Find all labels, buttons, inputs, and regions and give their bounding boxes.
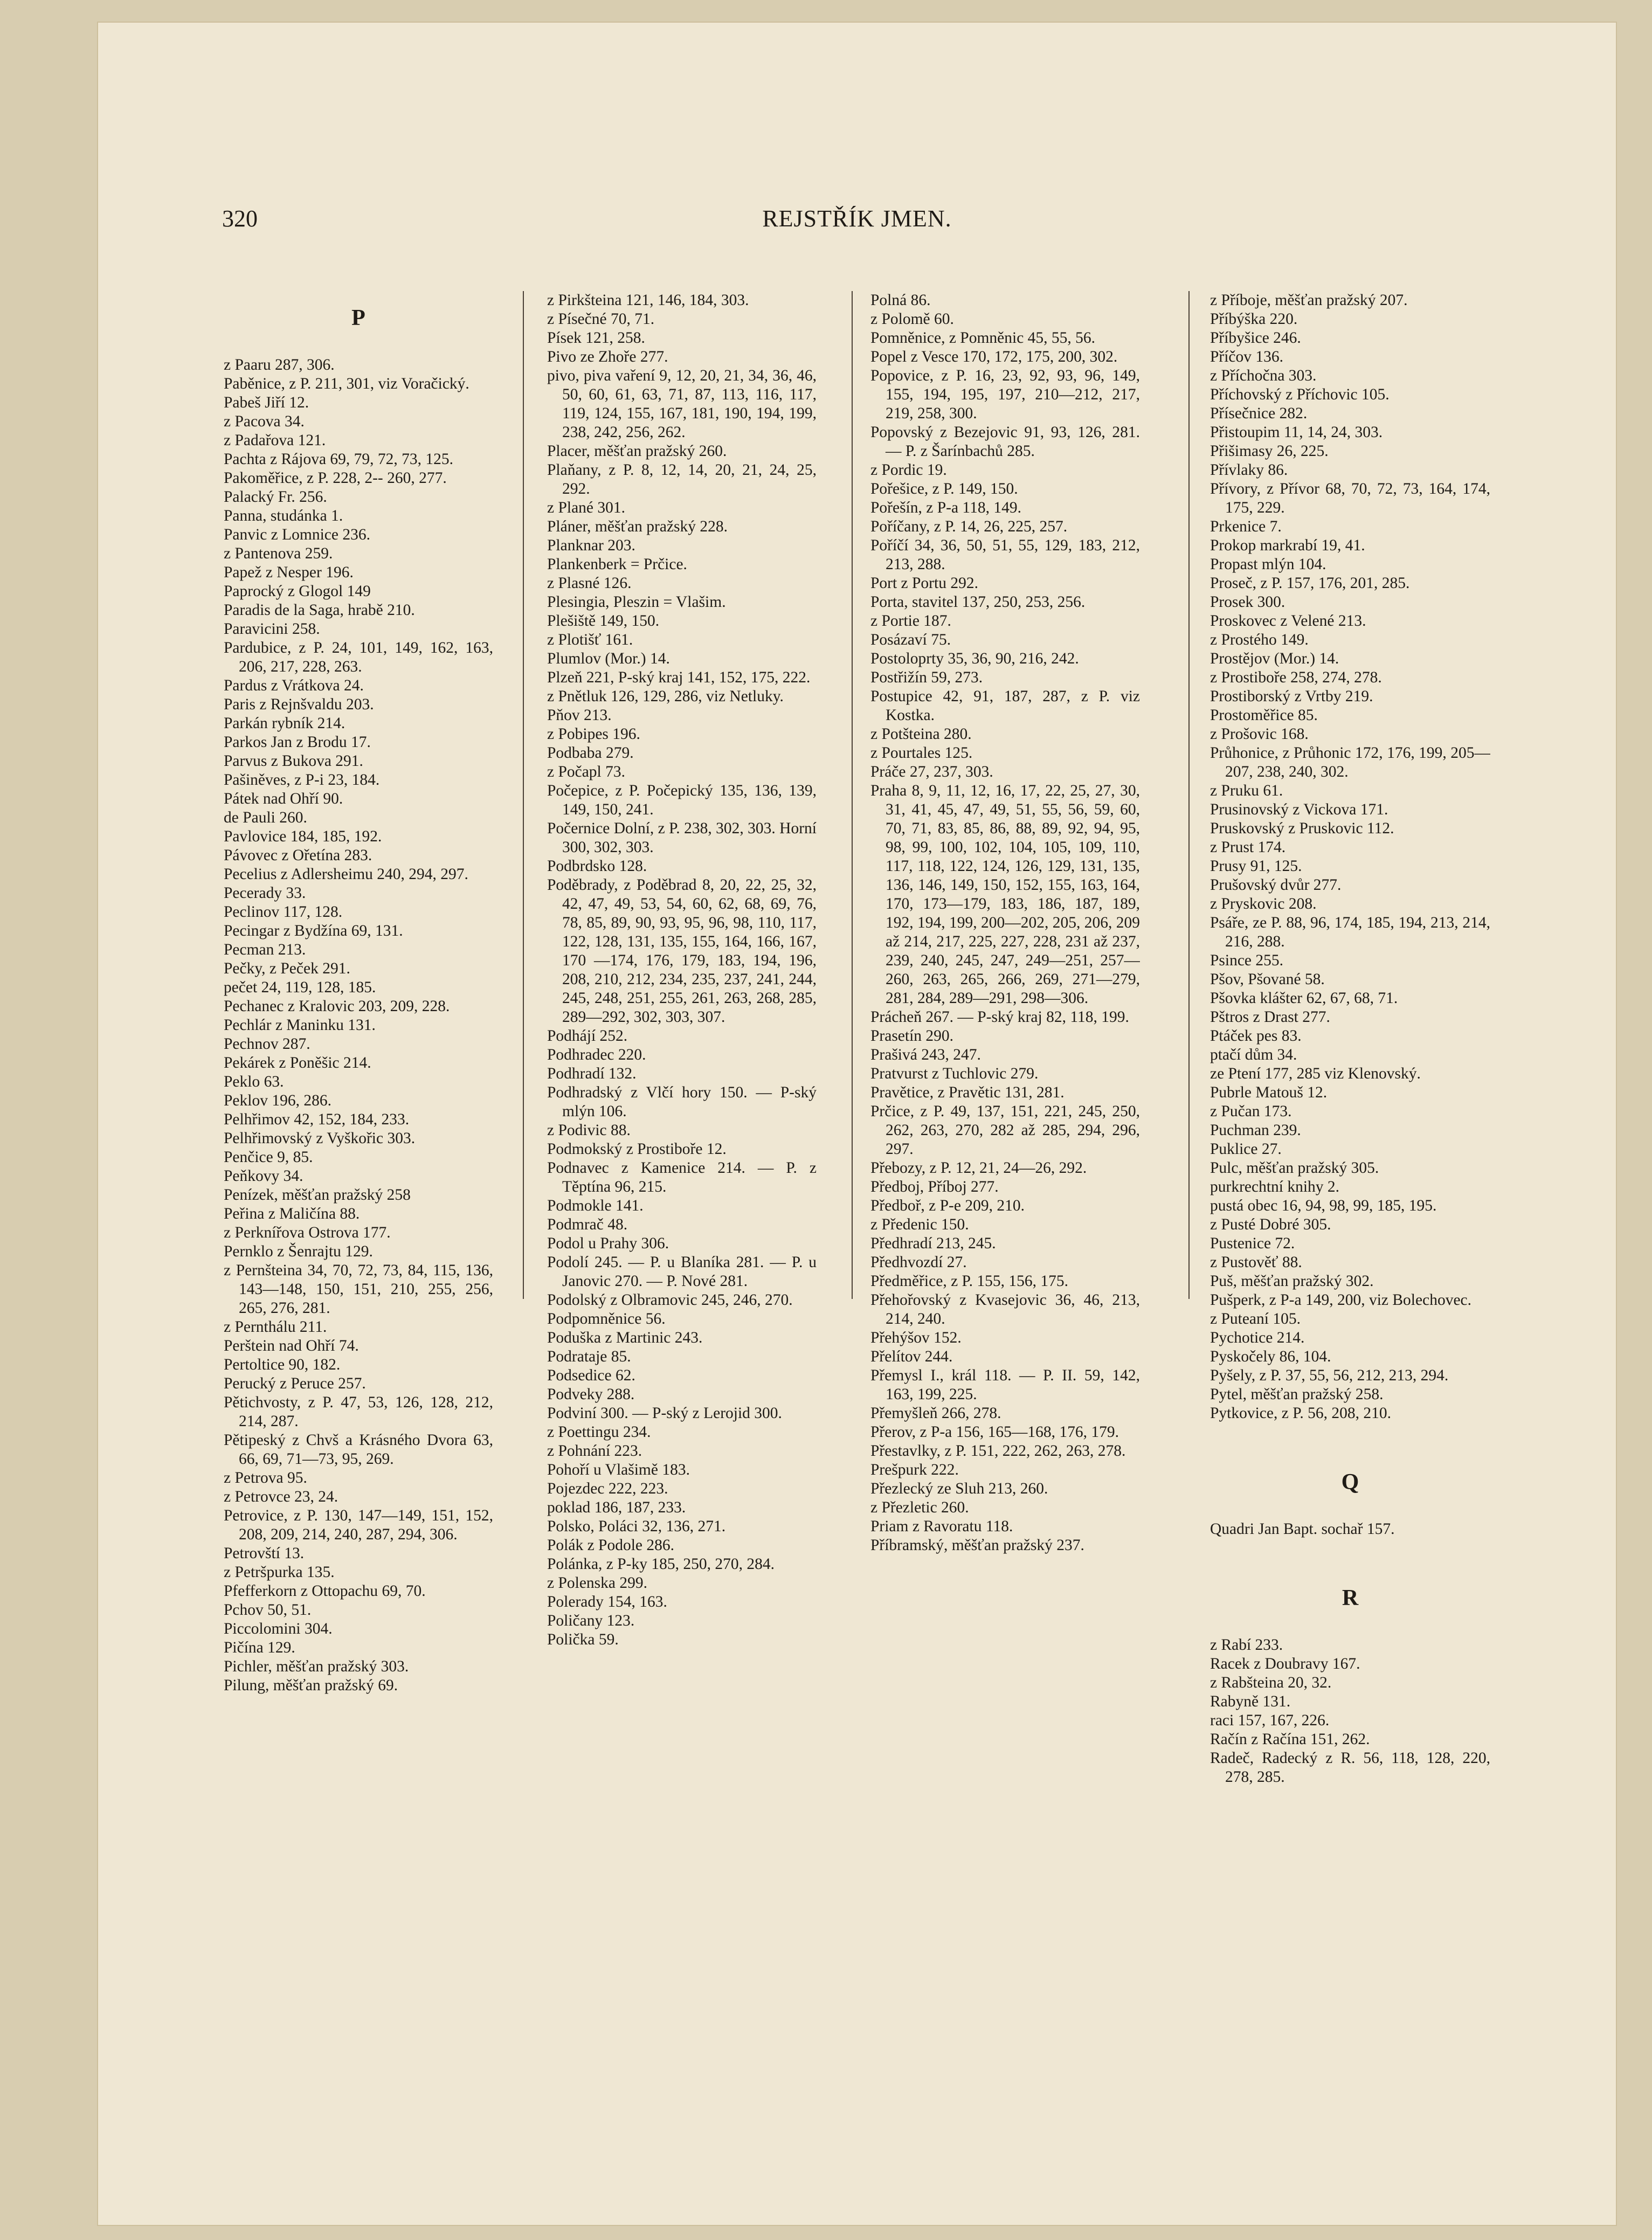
index-entry: Přemyšleň 266, 278.	[870, 1405, 1001, 1422]
index-entry: Pardus z Vrátkova 24.	[224, 677, 364, 694]
book-page	[97, 22, 1617, 2226]
index-column-2	[547, 291, 817, 2070]
index-entry: Prosek 300.	[1210, 593, 1285, 611]
index-entry: Proskovec z Velené 213.	[1210, 612, 1366, 630]
index-entry: Racek z Doubravy 167.	[1210, 1655, 1360, 1672]
index-entry: Polánka, z P-ky 185, 250, 270, 284.	[547, 1555, 775, 1573]
index-entry: Praha 8, 9, 11, 12, 16, 17, 22, 25, 27, 30, 31, 41, 45, 47, 49, 51, 55, 56, 59, 60, 70, 71, 83, 85, 86, 88, 89, 92, 94, 95, 98, 99, 100, 102, 104, 105, 109, 110, 117, 118, 122, 124, 126, 129, 131, 135, 136, 146, 149, 150, 152, 155, 163, 164, 170, 173—179, 183, 186, 187, 189, 192, 194, 199, 200—202, 205, 206, 209 až 214, 217, 225, 227, 228, 231 až 237, 239, 240, 245, 247, 249—251, 257—260, 263, 265, 266, 269, 271—279, 281, 284, 289—291, 298—306.	[870, 782, 1140, 1007]
index-entry: Pratvurst z Tuchlovic 279.	[870, 1065, 1039, 1082]
index-entry: Pecelius z Adlersheimu 240, 294, 297.	[224, 866, 468, 883]
index-entry: z Pirkšteina 121, 146, 184, 303.	[547, 292, 749, 309]
index-entry: z Pustověť 88.	[1210, 1254, 1302, 1271]
index-column-1	[224, 291, 493, 2070]
index-entry: Pštros z Drast 277.	[1210, 1008, 1330, 1026]
index-entry: Pichler, měšťan pražský 303.	[224, 1658, 409, 1675]
index-entry: Postoloprty 35, 36, 90, 216, 242.	[870, 650, 1079, 667]
section-letter: R	[1342, 1586, 1359, 1610]
page-number: 320	[222, 205, 258, 232]
index-entry: Prácheň 267. — P-ský kraj 82, 118, 199.	[870, 1008, 1129, 1026]
index-entry: pustá obec 16, 94, 98, 99, 185, 195.	[1210, 1197, 1437, 1214]
index-entry: Podhradský z Vlčí hory 150. — P-ský mlýn 106.	[547, 1084, 817, 1120]
index-entry: Pechlár z Maninku 131.	[224, 1017, 376, 1034]
index-entry: z Pusté Dobré 305.	[1210, 1216, 1331, 1233]
index-entry: Předboj, Příboj 277.	[870, 1178, 999, 1195]
index-entry: Podmokský z Prostiboře 12.	[547, 1140, 727, 1158]
index-entry: Předboř, z P-e 209, 210.	[870, 1197, 1025, 1214]
index-entry: Plaňany, z P. 8, 12, 14, 20, 21, 24, 25, 292.	[547, 461, 817, 497]
index-entry: Poděbrady, z Poděbrad 8, 20, 22, 25, 32, 42, 47, 49, 53, 54, 60, 62, 68, 69, 76, 78, 85, 89, 90, 93, 95, 96, 98, 110, 117, 122, 128, 131, 135, 155, 164, 166, 167, 170 —174, 176, 179, 183, 194, 196, 208, 210, 212, 234, 235, 237, 241, 244, 245, 248, 251, 255, 261, 263, 268, 285, 289—292, 302, 303, 307.	[547, 876, 817, 1026]
index-entry: z Pantenova 259.	[224, 545, 333, 562]
index-entry: z Příchočna 303.	[1210, 367, 1317, 384]
index-entry: Postřižín 59, 273.	[870, 669, 983, 686]
index-column-3	[870, 291, 1140, 2070]
index-entry: Popel z Vesce 170, 172, 175, 200, 302.	[870, 348, 1118, 365]
index-entry: Prusy 91, 125.	[1210, 858, 1302, 875]
index-entry: Poduška z Martinic 243.	[547, 1329, 703, 1346]
index-entry: Příbýška 220.	[1210, 310, 1298, 328]
index-entry: Přerov, z P-a 156, 165—168, 176, 179.	[870, 1423, 1119, 1441]
index-entry: z Příboje, měšťan pražský 207.	[1210, 292, 1408, 309]
index-entry: Petrovští 13.	[224, 1545, 305, 1562]
index-entry: Podsedice 62.	[547, 1367, 635, 1384]
index-entry: Panna, studánka 1.	[224, 507, 343, 524]
index-entry: Přehořovský z Kvasejovic 36, 46, 213, 214, 240.	[870, 1291, 1140, 1328]
index-entry: Rabyně 131.	[1210, 1693, 1291, 1710]
section-spacer	[1210, 1539, 1490, 1571]
index-entry: Paris z Rejnšvaldu 203.	[224, 696, 374, 713]
index-entry: Podol u Prahy 306.	[547, 1235, 669, 1252]
column-divider	[1188, 291, 1190, 1299]
index-entry: Pecerady 33.	[224, 884, 306, 902]
index-entry: Pořešín, z P-a 118, 149.	[870, 499, 1021, 516]
index-entry: Pyskočely 86, 104.	[1210, 1348, 1331, 1365]
index-entry: z Petršpurka 135.	[224, 1564, 335, 1581]
index-entry: Palacký Fr. 256.	[224, 488, 327, 506]
index-entry: Podmokle 141.	[547, 1197, 644, 1214]
index-entry: Puklice 27.	[1210, 1140, 1282, 1158]
index-entry: z Polenska 299.	[547, 1574, 647, 1592]
index-entry: raci 157, 167, 226.	[1210, 1712, 1330, 1729]
index-entry: Polerady 154, 163.	[547, 1593, 667, 1610]
index-entry: Peklov 196, 286.	[224, 1092, 331, 1109]
index-entry: Piccolomini 304.	[224, 1620, 333, 1637]
index-entry: ze Ptení 177, 285 viz Klenovský.	[1210, 1065, 1421, 1082]
index-entry: Pychotice 214.	[1210, 1329, 1305, 1346]
index-entry: Přestavlky, z P. 151, 222, 262, 263, 278.	[870, 1442, 1126, 1460]
index-entry: pivo, piva vaření 9, 12, 20, 21, 34, 36, 46, 50, 60, 61, 63, 71, 87, 113, 116, 117, 119, 124, 155, 167, 181, 190, 194, 199, 238, 242, 256, 262.	[547, 367, 817, 441]
index-entry: Parkos Jan z Brodu 17.	[224, 734, 371, 751]
index-entry: z Puteaní 105.	[1210, 1310, 1301, 1328]
index-entry: z Pryskovic 208.	[1210, 895, 1317, 912]
index-entry: z Pordic 19.	[870, 461, 947, 479]
index-entry: z Petrova 95.	[224, 1469, 307, 1487]
index-entry: z Pnětluk 126, 129, 286, viz Netluky.	[547, 688, 784, 705]
index-entry: z Prostého 149.	[1210, 631, 1309, 648]
index-entry: z Rabšteina 20, 32.	[1210, 1674, 1332, 1691]
index-entry: Proseč, z P. 157, 176, 201, 285.	[1210, 575, 1410, 592]
index-entry: z Perknířova Ostrova 177.	[224, 1224, 391, 1241]
index-entry: Polsko, Poláci 32, 136, 271.	[547, 1518, 726, 1535]
index-entry: Příbramský, měšťan pražský 237.	[870, 1537, 1084, 1554]
index-entry: Písek 121, 258.	[547, 329, 645, 347]
index-entry: z Paaru 287, 306.	[224, 356, 335, 374]
index-entry: purkrechtní knihy 2.	[1210, 1178, 1340, 1195]
index-entry: Pětipeský z Chvš a Krásného Dvora 63, 66, 69, 71—73, 95, 269.	[224, 1432, 493, 1468]
index-entry: Podhradí 132.	[547, 1065, 637, 1082]
index-entry: z Podivic 88.	[547, 1122, 631, 1139]
index-entry: Prokop markrabí 19, 41.	[1210, 537, 1365, 554]
index-entry: Pachta z Rájova 69, 79, 72, 73, 125.	[224, 451, 454, 468]
index-entry: Pecingar z Bydžína 69, 131.	[224, 922, 403, 939]
index-entry: Přistoupim 11, 14, 24, 303.	[1210, 424, 1383, 441]
index-entry: Prašivá 243, 247.	[870, 1046, 981, 1063]
index-entry: Postupice 42, 91, 187, 287, z P. viz Kostka.	[870, 688, 1140, 724]
index-entry: Pernklo z Šenrajtu 129.	[224, 1243, 373, 1260]
index-entry: z Prostiboře 258, 274, 278.	[1210, 669, 1382, 686]
index-entry: ptačí dům 34.	[1210, 1046, 1297, 1063]
index-entry: Pávovec z Ořetína 283.	[224, 847, 372, 864]
index-entry: Polička 59.	[547, 1631, 619, 1648]
index-entry: Předhvozdí 27.	[870, 1254, 967, 1271]
index-column-4	[1210, 291, 1490, 2070]
index-entry: Pšov, Pšované 58.	[1210, 971, 1325, 988]
index-entry: z Pohnání 223.	[547, 1442, 642, 1460]
index-entry: Priam z Ravoratu 118.	[870, 1518, 1013, 1535]
index-entry: Porta, stavitel 137, 250, 253, 256.	[870, 593, 1086, 611]
index-entry: poklad 186, 187, 233.	[547, 1499, 686, 1516]
index-entry: z Plotišť 161.	[547, 631, 633, 648]
index-entry: Popovský z Bezejovic 91, 93, 126, 281. — P. z Šarínbachů 285.	[870, 424, 1140, 460]
index-entry: Papež z Nesper 196.	[224, 564, 354, 581]
index-entry: Průhonice, z Průhonic 172, 176, 199, 205—207, 238, 240, 302.	[1210, 744, 1490, 780]
index-entry: Pruskovský z Pruskovic 112.	[1210, 820, 1394, 837]
index-entry: Pohoří u Vlašimě 183.	[547, 1461, 690, 1478]
index-entry: Račín z Račína 151, 262.	[1210, 1731, 1370, 1748]
index-entry: Pomněnice, z Pomněnic 45, 55, 56.	[870, 329, 1096, 347]
index-entry: z Pernthálu 211.	[224, 1318, 327, 1336]
index-entry: Počepice, z P. Počepický 135, 136, 139, 149, 150, 241.	[547, 782, 817, 818]
section-letter: P	[351, 306, 365, 330]
index-entry: z Pruku 61.	[1210, 782, 1283, 799]
index-entry: Pičína 129.	[224, 1639, 295, 1656]
index-entry: Pláner, měšťan pražský 228.	[547, 518, 728, 535]
index-entry: Příchovský z Příchovic 105.	[1210, 386, 1390, 403]
index-entry: Pořešice, z P. 149, 150.	[870, 480, 1018, 497]
index-entry: Pavlovice 184, 185, 192.	[224, 828, 382, 845]
index-entry: Podrataje 85.	[547, 1348, 631, 1365]
index-entry: Podveky 288.	[547, 1386, 635, 1403]
index-entry: Popovice, z P. 16, 23, 92, 93, 96, 149, 155, 194, 195, 197, 210—212, 217, 219, 258, 300.	[870, 367, 1140, 422]
index-entry: Pulc, měšťan pražský 305.	[1210, 1159, 1379, 1177]
index-entry: z Počapl 73.	[547, 763, 626, 780]
index-entry: Prešpurk 222.	[870, 1461, 959, 1478]
index-entry: Přelítov 244.	[870, 1348, 953, 1365]
index-columns	[224, 291, 1533, 2070]
index-entry: Předhradí 213, 245.	[870, 1235, 996, 1252]
index-entry: Pechanec z Kralovic 203, 209, 228.	[224, 998, 450, 1015]
index-entry: Pytel, měšťan pražský 258.	[1210, 1386, 1384, 1403]
index-entry: z Plasné 126.	[547, 575, 632, 592]
index-entry: Polák z Podole 286.	[547, 1537, 674, 1554]
index-entry: Peňkovy 34.	[224, 1167, 303, 1185]
index-entry: Posázaví 75.	[870, 631, 951, 648]
index-entry: Paprocký z Glogol 149	[224, 583, 371, 600]
index-entry: z Pernšteina 34, 70, 72, 73, 84, 115, 136, 143—148, 150, 151, 210, 255, 256, 265, 276, 281.	[224, 1262, 493, 1317]
index-entry: Podbaba 279.	[547, 744, 634, 762]
index-entry: Podmrač 48.	[547, 1216, 628, 1233]
index-entry: Pecman 213.	[224, 941, 306, 958]
index-entry: z Pourtales 125.	[870, 744, 973, 762]
index-entry: z Portie 187.	[870, 612, 951, 630]
index-entry: Pytkovice, z P. 56, 208, 210.	[1210, 1405, 1391, 1422]
index-entry: Plešiště 149, 150.	[547, 612, 660, 630]
index-entry: Pašiněves, z P-i 23, 184.	[224, 771, 380, 789]
index-entry: Panvic z Lomnice 236.	[224, 526, 370, 543]
page-header	[97, 205, 1617, 248]
index-entry: z Rabí 233.	[1210, 1636, 1283, 1654]
index-entry: Přívory, z Přívor 68, 70, 72, 73, 164, 174, 175, 229.	[1210, 480, 1490, 516]
index-entry: Paradis de la Saga, hrabě 210.	[224, 602, 415, 619]
index-entry: Podhájí 252.	[547, 1027, 628, 1045]
index-entry: Pubrle Matouš 12.	[1210, 1084, 1328, 1101]
index-entry: Pšovka klášter 62, 67, 68, 71.	[1210, 990, 1398, 1007]
index-entry: Pchov 50, 51.	[224, 1601, 312, 1619]
index-entry: Pravětice, z Pravětic 131, 281.	[870, 1084, 1065, 1101]
index-entry: z Pobipes 196.	[547, 725, 640, 743]
index-entry: Příčov 136.	[1210, 348, 1284, 365]
index-entry: Počernice Dolní, z P. 238, 302, 303. Horní 300, 302, 303.	[547, 820, 817, 856]
index-entry: Pardubice, z P. 24, 101, 149, 162, 163, 206, 217, 228, 263.	[224, 639, 493, 675]
index-entry: Psince 255.	[1210, 952, 1284, 969]
index-entry: Propast mlýn 104.	[1210, 556, 1326, 573]
index-entry: de Pauli 260.	[224, 809, 307, 826]
index-entry: Prostějov (Mor.) 14.	[1210, 650, 1339, 667]
index-entry: Práče 27, 237, 303.	[870, 763, 993, 780]
index-entry: Peřina z Maličína 88.	[224, 1205, 360, 1222]
index-entry: Ptáček pes 83.	[1210, 1027, 1302, 1045]
index-entry: Peclinov 117, 128.	[224, 903, 343, 921]
index-entry: pečet 24, 119, 128, 185.	[224, 979, 376, 996]
index-entry: Paběnice, z P. 211, 301, viz Voračický.	[224, 375, 469, 392]
index-entry: Přísečnice 282.	[1210, 405, 1308, 422]
index-entry: z Padařova 121.	[224, 432, 326, 449]
index-entry: Plankenberk = Prčice.	[547, 556, 687, 573]
index-entry: Podhradec 220.	[547, 1046, 646, 1063]
index-entry: Prostiborský z Vrtby 219.	[1210, 688, 1373, 705]
index-entry: Příbyšice 246.	[1210, 329, 1301, 347]
index-entry: Podolí 245. — P. u Blaníka 281. — P. u Janovic 270. — P. Nové 281.	[547, 1254, 817, 1290]
index-entry: Pechnov 287.	[224, 1035, 310, 1053]
index-entry: Pojezdec 222, 223.	[547, 1480, 668, 1497]
index-entry: Podnavec z Kamenice 214. — P. z Těptína 96, 215.	[547, 1159, 817, 1195]
index-entry: Podpomněnice 56.	[547, 1310, 666, 1328]
index-entry: Polná 86.	[870, 292, 931, 309]
index-entry: z Poettingu 234.	[547, 1423, 651, 1441]
index-entry: z Pučan 173.	[1210, 1103, 1292, 1120]
index-entry: Peklo 63.	[224, 1073, 284, 1090]
index-entry: Pelhřimovský z Vyškořic 303.	[224, 1130, 416, 1147]
index-entry: Pětichvosty, z P. 47, 53, 126, 128, 212, 214, 287.	[224, 1394, 493, 1430]
index-entry: Parkán rybník 214.	[224, 715, 345, 732]
index-entry: Poříčí 34, 36, 50, 51, 55, 129, 183, 212, 213, 288.	[870, 537, 1140, 573]
index-entry: Pustenice 72.	[1210, 1235, 1295, 1252]
index-entry: z Předenic 150.	[870, 1216, 969, 1233]
index-entry: Pekárek z Poněšic 214.	[224, 1054, 371, 1071]
index-entry: Předměřice, z P. 155, 156, 175.	[870, 1273, 1069, 1290]
running-title: REJSTŘÍK JMEN.	[762, 205, 952, 232]
index-entry: Parvus z Bukova 291.	[224, 752, 363, 770]
index-entry: Podolský z Olbramovic 245, 246, 270.	[547, 1291, 793, 1309]
index-entry: Pabeš Jiří 12.	[224, 394, 309, 411]
index-entry: z Prust 174.	[1210, 839, 1286, 856]
index-entry: Přišimasy 26, 225.	[1210, 443, 1329, 460]
index-entry: Prčice, z P. 49, 137, 151, 221, 245, 250, 262, 263, 270, 282 až 285, 294, 296, 297.	[870, 1103, 1140, 1158]
index-entry: z Písečné 70, 71.	[547, 310, 655, 328]
column-divider	[523, 291, 524, 1299]
index-entry: Přívlaky 86.	[1210, 461, 1288, 479]
index-entry: Podviní 300. — P-ský z Lerojid 300.	[547, 1405, 782, 1422]
index-entry: Perštein nad Ohří 74.	[224, 1337, 359, 1354]
index-entry: Pivo ze Zhoře 277.	[547, 348, 668, 365]
index-entry: Přezlecký ze Sluh 213, 260.	[870, 1480, 1048, 1497]
index-entry: Prkenice 7.	[1210, 518, 1282, 535]
index-entry: Pyšely, z P. 37, 55, 56, 212, 213, 294.	[1210, 1367, 1449, 1384]
index-entry: z Prošovic 168.	[1210, 725, 1309, 743]
section-letter: Q	[1341, 1470, 1359, 1495]
index-entry: Pfefferkorn z Ottopachu 69, 70.	[224, 1582, 426, 1600]
index-entry: Perucký z Peruce 257.	[224, 1375, 366, 1392]
index-entry: Port z Portu 292.	[870, 575, 978, 592]
index-entry: Puš, měšťan pražský 302.	[1210, 1273, 1374, 1290]
index-entry: Psáře, ze P. 88, 96, 174, 185, 194, 213, 214, 216, 288.	[1210, 914, 1490, 950]
section-spacer	[1210, 1423, 1490, 1455]
index-entry: Pátek nad Ohří 90.	[224, 790, 343, 807]
index-entry: Pňov 213.	[547, 707, 612, 724]
index-entry: Paravicini 258.	[224, 620, 320, 638]
index-entry: Prusinovský z Vickova 171.	[1210, 801, 1388, 818]
index-entry: Poříčany, z P. 14, 26, 225, 257.	[870, 518, 1068, 535]
index-entry: Přehýšov 152.	[870, 1329, 962, 1346]
index-entry: Pertoltice 90, 182.	[224, 1356, 341, 1373]
index-entry: Přemysl I., král 118. — P. II. 59, 142, 163, 199, 225.	[870, 1367, 1140, 1403]
index-entry: Puchman 239.	[1210, 1122, 1301, 1139]
index-entry: Penčice 9, 85.	[224, 1149, 313, 1166]
index-entry: z Potšteina 280.	[870, 725, 972, 743]
index-entry: Penízek, měšťan pražský 258	[224, 1186, 411, 1204]
index-entry: Pečky, z Peček 291.	[224, 960, 350, 977]
index-entry: Placer, měšťan pražský 260.	[547, 443, 727, 460]
index-entry: Pušperk, z P-a 149, 200, viz Bolechovec.	[1210, 1291, 1472, 1309]
index-entry: Planknar 203.	[547, 537, 635, 554]
index-entry: z Přezletic 260.	[870, 1499, 969, 1516]
index-entry: z Polomě 60.	[870, 310, 954, 328]
index-entry: Přebozy, z P. 12, 21, 24—26, 292.	[870, 1159, 1087, 1177]
index-entry: Pelhřimov 42, 152, 184, 233.	[224, 1111, 410, 1128]
index-entry: z Petrovce 23, 24.	[224, 1488, 338, 1505]
index-entry: Plzeň 221, P-ský kraj 141, 152, 175, 222.	[547, 669, 811, 686]
index-entry: z Pacova 34.	[224, 413, 305, 430]
index-entry: Prostoměřice 85.	[1210, 707, 1318, 724]
index-entry: Petrovice, z P. 130, 147—149, 151, 152, 208, 209, 214, 240, 287, 294, 306.	[224, 1507, 493, 1543]
index-entry: Plesingia, Pleszin = Vlašim.	[547, 593, 726, 611]
index-entry: Plumlov (Mor.) 14.	[547, 650, 670, 667]
index-entry: Pakoměřice, z P. 228, 2-- 260, 277.	[224, 469, 447, 487]
index-entry: Podbrdsko 128.	[547, 858, 647, 875]
index-entry: Pilung, měšťan pražský 69.	[224, 1677, 398, 1694]
column-divider	[852, 291, 853, 1299]
index-entry: Prasetín 290.	[870, 1027, 954, 1045]
index-entry: Quadri Jan Bapt. sochař 157.	[1210, 1520, 1395, 1538]
index-entry: Prušovský dvůr 277.	[1210, 876, 1342, 894]
index-entry: Poličany 123.	[547, 1612, 635, 1629]
index-entry: z Plané 301.	[547, 499, 626, 516]
index-entry: Radeč, Radecký z R. 56, 118, 128, 220, 278, 285.	[1210, 1750, 1490, 1786]
